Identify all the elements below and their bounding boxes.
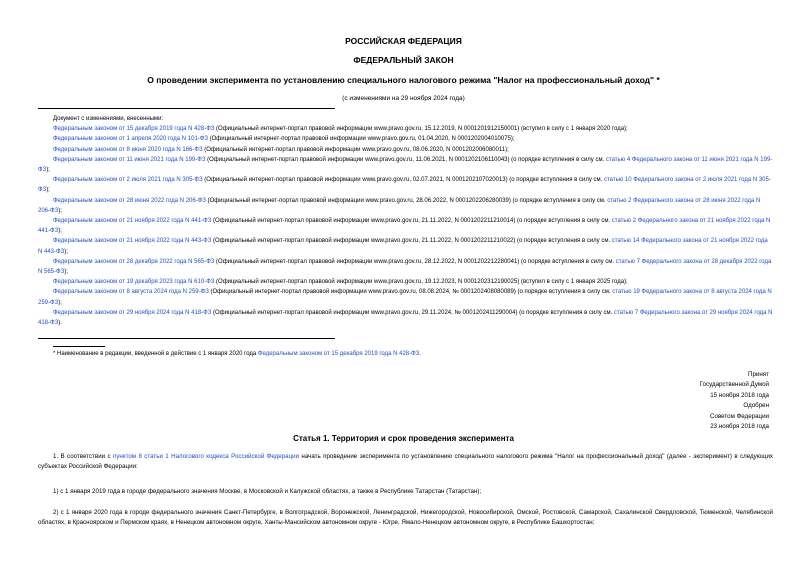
amendment-law-link[interactable]: Федеральным законом от 28 декабря 2022 года N 565-ФЗ <box>53 258 215 265</box>
amendment-law-link[interactable]: Федеральным законом от 2 июля 2021 года N 305-ФЗ <box>53 177 203 184</box>
amendments-intro: Документ с изменениями, внесенными: <box>53 116 164 122</box>
footnote-divider <box>53 346 105 347</box>
article-title: Статья 1. Территория и срок проведения эксперимента <box>293 434 514 443</box>
amendment-details: (Официальный интернет-портал правовой информации www.pravo.gov.ru, 08.08.2024, № 0001202408080089) (о порядке вступления в силу см. <box>208 289 613 296</box>
amendment-article-link[interactable]: статью 4 Федерального закона от 11 июня 2021 года N 199-ФЗ <box>38 156 773 174</box>
amendment-details: (Официальный интернет-портал правовой информации www.pravo.gov.ru, 19.12.2023, N 0001202312190025) (вступил в силу с 1 января 2025 года); <box>214 279 628 286</box>
amendment-law-link[interactable]: Федеральным законом от 21 ноября 2022 года N 443-ФЗ <box>53 238 212 245</box>
law-title: О проведении эксперимента по установлению специального налогового режима "Налог на профессиональный доход" * <box>147 75 660 85</box>
tax-code-link[interactable]: пунктом 8 статьи 1 Налогового кодекса Российской Федерации <box>112 453 300 460</box>
amendment-law-link[interactable]: Федеральным законом от 8 августа 2024 года N 259-ФЗ <box>53 289 209 296</box>
amendment-item <box>38 175 773 195</box>
amendment-item <box>38 145 773 155</box>
amendment-article-link[interactable]: статью 7 Федерального закона от 28 декабря 2022 года N 565-ФЗ <box>38 258 772 276</box>
amendment-details: (Официальный интернет-портал правовой информации www.pravo.gov.ru, 28.06.2022, N 0001202206280039) (о порядке вступления в силу см. <box>205 197 608 204</box>
amendment-law-link[interactable]: Федеральным законом от 8 июня 2020 года N 166-ФЗ <box>53 146 203 153</box>
amendment-details-end: ); <box>46 167 50 174</box>
footnote-law-link[interactable]: Федеральным законом от 15 декабря 2019 года N 428-ФЗ <box>257 351 420 357</box>
amendment-details-end: ); <box>58 228 62 235</box>
amendment-item <box>38 134 773 144</box>
footnote-text: * Наименование в редакции, введенной в действие с 1 января 2020 года <box>53 351 258 357</box>
adoption-line-1: Принят <box>748 371 769 378</box>
changes-note: (с изменениями на 29 ноября 2024 года) <box>342 95 465 102</box>
amendment-details-end: ); <box>46 187 50 194</box>
amendment-details: (Официальный интернет-портал правовой информации www.pravo.gov.ru, 08.06.2020, N 0001202006080011); <box>202 146 509 153</box>
amendment-details: (Официальный интернет-портал правовой информации www.pravo.gov.ru, 11.06.2021, N 0001202106110043) (о порядке вступления в силу см. <box>205 156 606 163</box>
article-paragraph-3: 2) с 1 января 2020 года в городе федерального значения Санкт-Петербурге, в Волгоградской, Воронежской, Ленинградской, Нижегородской, Новосибирской, Омской, Ростовской, Самарской, Сахалинской Свердловской, Тюменской, Челябинской областях, в Красноярском и Пермском краях, в Ненецком автономном округе, Ханты-Мансийском автономном округе - Югре, Ямало-Ненецком автономном округе, в Республике Башкортостан; <box>38 509 773 527</box>
amendment-details: (Официальный интернет-портал правовой информации www.pravo.gov.ru, 28.12.2022, N 0001202212280041) (о порядке вступления в силу см. <box>214 258 616 265</box>
amendment-article-link[interactable]: статью 10 Федерального закона от 2 июля 2021 года N 305-ФЗ <box>38 177 771 194</box>
article-paragraph-2: 1) с 1 января 2019 года в городе федерального значения Москве, в Московской и Калужской областях, а также в Республике Татарстан (Татарстан); <box>53 488 482 495</box>
amendment-law-link[interactable]: Федеральным законом от 1 апреля 2020 года N 101-ФЗ <box>53 136 208 143</box>
amendment-item <box>38 216 773 236</box>
adoption-line-5: Советом Федерации <box>710 412 769 420</box>
amendment-item <box>38 124 773 134</box>
amendment-law-link[interactable]: Федеральным законом от 19 декабря 2023 года N 610-ФЗ <box>53 279 215 286</box>
amendments-list <box>38 114 773 328</box>
amendment-law-link[interactable]: Федеральным законом от 28 июня 2022 года N 206-ФЗ <box>53 197 206 204</box>
amendment-article-link[interactable]: статью 14 Федерального закона от 21 ноября 2022 года N 443-ФЗ <box>38 238 768 255</box>
amendment-item <box>38 196 773 216</box>
paragraph-1-end: начать проведение эксперимента по установлению специального налогового режима "Налог на профессиональный доход" (далее - эксперимент) в следующих субъектах Российской Федерации: <box>38 453 773 471</box>
amendment-item <box>38 155 773 175</box>
amendment-law-link[interactable]: Федеральным законом от 15 декабря 2019 года N 428-ФЗ <box>53 126 215 133</box>
amendment-details: (Официальный интернет-портал правовой информации www.pravo.gov.ru, 29.11.2024, № 0001202411290004) (о порядке вступления в силу см. <box>211 309 614 316</box>
adoption-line-2: Государственной Думой <box>699 381 769 389</box>
amendment-article-link[interactable]: статью 19 Федерального закона от 8 августа 2024 года N 259-ФЗ <box>38 289 772 306</box>
amendment-article-link[interactable]: статью 2 Федерального закона от 28 июня 2022 года N 206-ФЗ <box>38 197 761 214</box>
amendment-item <box>38 236 773 256</box>
amendment-law-link[interactable]: Федеральным законом от 21 ноября 2022 года N 441-ФЗ <box>53 218 212 225</box>
paragraph-1-start: 1. В соответствии с <box>53 453 113 460</box>
amendment-law-link[interactable]: Федеральным законом от 29 ноября 2024 года N 418-ФЗ <box>53 309 212 316</box>
article-paragraph-1 <box>38 452 773 472</box>
top-divider <box>38 108 335 109</box>
amendment-article-link[interactable]: статью 2 Федерального закона от 21 ноября 2022 года N 441-ФЗ <box>38 218 771 235</box>
amendment-item <box>38 277 773 287</box>
amendment-details: (Официальный интернет-портал правовой информации www.pravo.gov.ru, 21.11.2022, N 0001202211210022) (о порядке вступления в силу см. <box>211 238 612 245</box>
amendment-details: (Официальный интернет-портал правовой информации www.pravo.gov.ru, 21.11.2022, N 0001202211210014) (о порядке вступления в силу см. <box>211 218 612 225</box>
law-type-heading: ФЕДЕРАЛЬНЫЙ ЗАКОН <box>353 55 454 65</box>
amendment-details-end: ). <box>58 320 62 327</box>
amendment-details: (Официальный интернет-портал правовой информации www.pravo.gov.ru, 15.12.2019, N 0001201912150001) (вступил в силу с 1 января 2020 года); <box>214 126 628 133</box>
adoption-line-4: Одобрен <box>743 402 769 410</box>
amendment-details: (Официальный интернет-портал правовой информации www.pravo.gov.ru, 02.07.2021, N 0001202107020013) (о порядке вступления в силу см. <box>202 177 604 184</box>
amendment-details-end: ); <box>58 299 62 306</box>
amendment-details-end: ); <box>64 269 68 276</box>
amendment-details-end: ); <box>64 248 68 255</box>
amendment-details-end: ); <box>58 207 62 214</box>
adoption-line-3: 15 ноября 2018 года <box>710 391 769 399</box>
amendment-item <box>38 287 773 307</box>
amendment-details: (Официальный интернет-портал правовой информации www.pravo.gov.ru, 01.04.2020, N 0001202004010075); <box>207 136 515 143</box>
footnote <box>38 351 773 357</box>
amendment-item <box>38 308 773 328</box>
federation-heading: РОССИЙСКАЯ ФЕДЕРАЦИЯ <box>345 36 462 46</box>
bottom-divider <box>38 338 335 339</box>
adoption-line-6: 23 ноября 2018 года <box>710 423 769 431</box>
adoption-block <box>700 370 769 432</box>
footnote-end: . <box>419 351 421 357</box>
amendment-item <box>38 257 773 277</box>
amendment-law-link[interactable]: Федеральным законом от 11 июня 2021 года N 199-ФЗ <box>53 156 206 163</box>
amendment-article-link[interactable]: статью 7 Федерального закона от 29 ноября 2024 года N 418-ФЗ <box>38 309 773 327</box>
